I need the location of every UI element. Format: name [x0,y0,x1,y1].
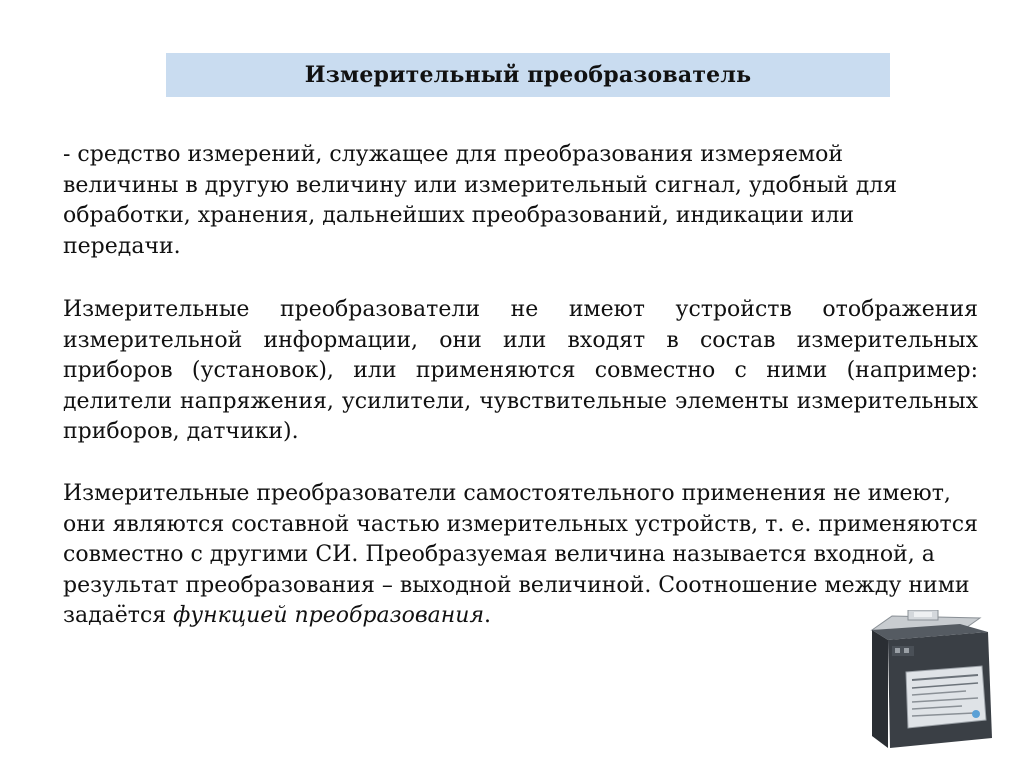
transducer-device-illustration [862,610,1000,750]
title-banner [166,53,890,97]
usage-paragraph-end: . [484,603,492,628]
slide-title: Измерительный преобразователь [304,62,752,88]
usage-paragraph [63,479,978,632]
transfer-function-term: функцией преобразования [173,603,485,628]
definition-paragraph: - средство измерений, служащее для преобразования измеряемой величины в другую величину или измерительный сигнал, удобный для обработки, хранения, дальнейших преобразований, индикации или передачи. [63,142,898,259]
description-paragraph: Измерительные преобразователи не имеют устройств отображения измерительной информации, они или входят в состав измерительных приборов (установок), или применяются совместно с ними (например: делители напряжения, усилители, чувствительные элементы измерительных приборов, датчики). [63,297,978,444]
usage-paragraph-lead: Измерительные преобразователи самостоятельного применения не имеют, они являются составной частью измерительных устройств, т. е. применяются совместно с другими СИ. Преобразуемая величина называется входной, а результат преобразования – выходной величиной. Соотношение между ними задаётся [63,481,978,628]
transducer-device-image [862,610,1000,750]
